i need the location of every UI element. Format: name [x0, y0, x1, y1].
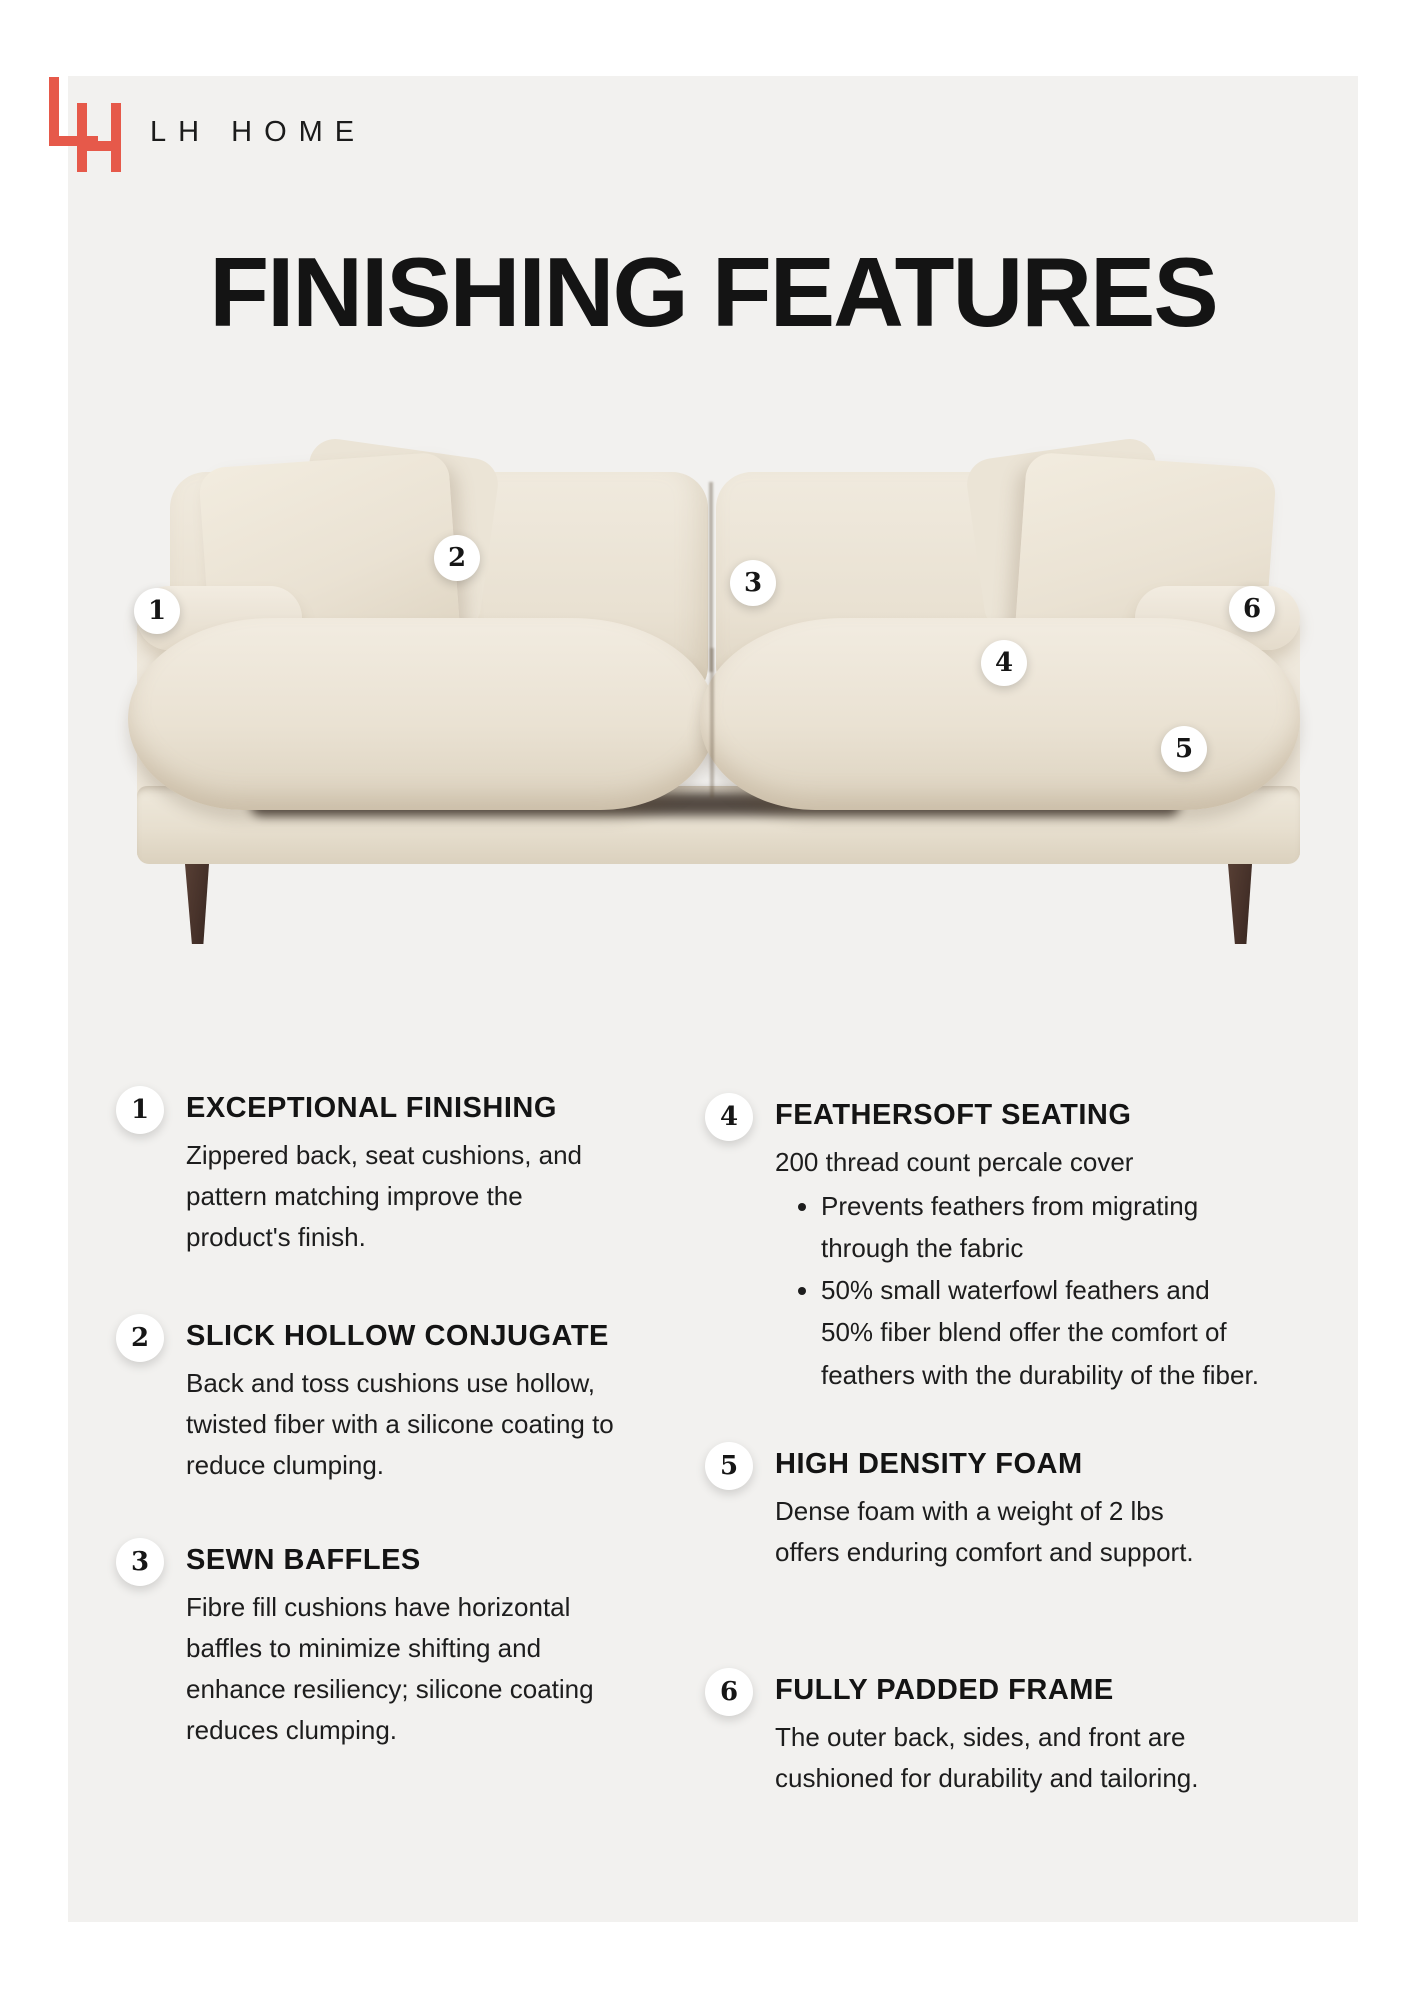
- sofa-back-seam: [709, 482, 713, 672]
- feature-number-badge-2: 2: [116, 1314, 164, 1362]
- feature-number-badge-5: 5: [705, 1442, 753, 1490]
- sofa-seat-cushion-left: [128, 618, 716, 810]
- sofa-marker-1: 1: [134, 588, 180, 634]
- feature-text-4: [775, 1093, 1275, 1396]
- feature-heading-5: HIGH DENSITY FOAM: [775, 1448, 1083, 1480]
- feature-body-2: Back and toss cushions use hollow, twisted fiber with a silicone coating to reduce clumping.: [186, 1368, 614, 1481]
- page-title: FINISHING FEATURES: [209, 237, 1217, 347]
- feature-body-3: Fibre fill cushions have horizontal baffles to minimize shifting and enhance resiliency; silicone coating reduces clumping.: [186, 1592, 594, 1746]
- feature-number-badge-4: 4: [705, 1093, 753, 1141]
- feature-body-5: Dense foam with a weight of 2 lbs offers enduring comfort and support.: [775, 1496, 1194, 1568]
- bullet-item: • Prevents feathers from migrating through the fabric: [821, 1185, 1265, 1269]
- feature-heading-3: SEWN BAFFLES: [186, 1544, 421, 1576]
- brand-name: LH HOME: [150, 116, 367, 148]
- feature-text-5: [775, 1442, 1275, 1573]
- feature-body-4: 200 thread count percale cover: [775, 1147, 1134, 1177]
- feature-body-6: The outer back, sides, and front are cushioned for durability and tailoring.: [775, 1722, 1199, 1794]
- sofa-seat-seam: [710, 648, 714, 798]
- feature-text-2: [186, 1314, 636, 1486]
- feature-text-6: [775, 1668, 1275, 1799]
- feature-heading-6: FULLY PADDED FRAME: [775, 1674, 1114, 1706]
- feature-text-3: [186, 1538, 636, 1751]
- sofa-marker-3: 3: [730, 560, 776, 606]
- sofa-leg-right: [1224, 862, 1256, 944]
- sofa-leg-left: [181, 862, 213, 944]
- feature-item-5: [705, 1442, 1275, 1573]
- feature-item-6: [705, 1668, 1275, 1799]
- feature-heading-1: EXCEPTIONAL FINISHING: [186, 1092, 557, 1124]
- feature-body-1: Zippered back, seat cushions, and pattern matching improve the product's finish.: [186, 1140, 583, 1253]
- feature-item-3: [116, 1538, 636, 1751]
- feature-number-badge-3: 3: [116, 1538, 164, 1586]
- feature-heading-4: FEATHERSOFT SEATING: [775, 1099, 1132, 1131]
- feature-number-badge-6: 6: [705, 1668, 753, 1716]
- bullet-item: • 50% small waterfowl feathers and 50% fiber blend offer the comfort of feathers with the durability of the fiber.: [821, 1269, 1265, 1395]
- sofa-marker-4: 4: [981, 640, 1027, 686]
- sofa-marker-6: 6: [1229, 586, 1275, 632]
- sofa-marker-2: 2: [434, 535, 480, 581]
- feature-heading-2: SLICK HOLLOW CONJUGATE: [186, 1320, 609, 1352]
- feature-bullet-list: [821, 1185, 1275, 1396]
- feature-number-badge-1: 1: [116, 1086, 164, 1134]
- feature-text-1: [186, 1086, 636, 1258]
- feature-item-1: [116, 1086, 636, 1258]
- feature-item-2: [116, 1314, 636, 1486]
- feature-item-4: [705, 1093, 1275, 1396]
- sofa-marker-5: 5: [1161, 726, 1207, 772]
